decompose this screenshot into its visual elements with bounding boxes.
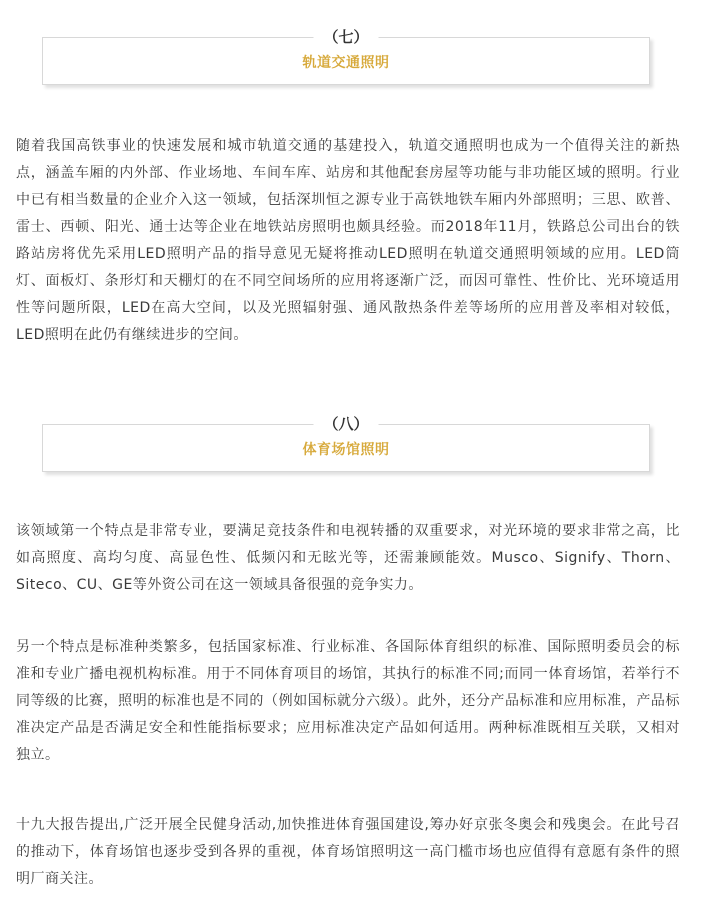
paragraph: 该领域第一个特点是非常专业，要满足竞技条件和电视转播的双重要求，对光环境的要求非常之高，比如高照度、高均匀度、高显色性、低频闪和无眩光等，还需兼顾能效。Musco、Signify、Thorn、Siteco、CU、GE等外资公司在这一领域具备很强的竞争实力。: [16, 523, 680, 593]
section-header-8: [42, 415, 650, 472]
section-title: 轨道交通照明: [302, 55, 390, 71]
section-number: （八）: [313, 413, 378, 435]
section-header-7: [42, 28, 650, 85]
paragraph: 另一个特点是标准种类繁多，包括国家标准、行业标准、各国际体育组织的标准、国际照明委员会的标准和专业广播电视机构标准。用于不同体育项目的场馆，其执行的标准不同;而同一体育场馆，若举行不同等级的比赛，照明的标准也是不同的（例如国标就分六级）。此外，还分产品标准和应用标准，产品标准决定产品是否满足安全和性能指标要求；应用标准决定产品如何适用。两种标准既相互关联，又相对独立。: [16, 639, 680, 763]
paragraph: 随着我国高铁事业的快速发展和城市轨道交通的基建投入，轨道交通照明也成为一个值得关注的新热点，涵盖车厢的内外部、作业场地、车间车库、站房和其他配套房屋等功能与非功能区域的照明。行业中已有相当数量的企业介入这一领域，包括深圳恒之源专业于高铁地铁车厢内外部照明；三思、欧普、雷士、西顿、阳光、通士达等企业在地铁站房照明也颇具经验。而2018年11月，铁路总公司出台的铁路站房将优先采用LED照明产品的指导意见无疑将推动LED照明在轨道交通照明领域的应用。LED筒灯、面板灯、条形灯和天棚灯的在不同空间场所的应用将逐渐广泛，而因可靠性、性价比、光环境适用性等问题所限，LED在高大空间，以及光照辐射强、通风散热条件差等场所的应用普及率相对较低，LED照明在此仍有继续进步的空间。: [16, 138, 680, 343]
paragraph: 十九大报告提出,广泛开展全民健身活动,加快推进体育强国建设,筹办好京张冬奥会和残奥会。在此号召的推动下，体育场馆也逐步受到各界的重视，体育场馆照明这一高门槛市场也应值得有意愿有条件的照明厂商关注。: [16, 817, 680, 887]
section-title: 体育场馆照明: [302, 442, 390, 458]
section-number: （七）: [313, 26, 378, 48]
